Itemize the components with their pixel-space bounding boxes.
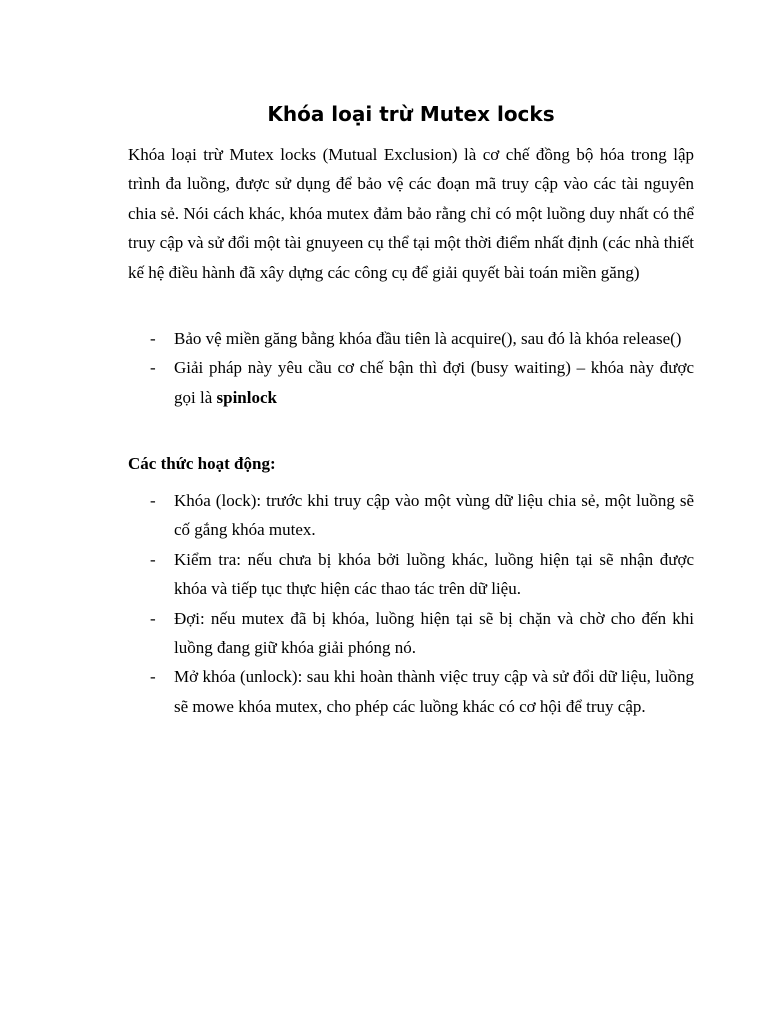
list-item-text: Giải pháp này yêu cầu cơ chế bận thì đợi (busy waiting) – khóa này được gọi là bbox=[174, 358, 694, 407]
bullet-dash: - bbox=[150, 358, 156, 378]
bullet-dash: - bbox=[150, 667, 156, 687]
intro-paragraph: Khóa loại trừ Mutex locks (Mutual Exclusion) là cơ chế đồng bộ hóa trong lập trình đa luồng, được sử dụng để bảo vệ các đoạn mã truy cập vào các tài nguyên chia sẻ. Nói cách khác, khóa mutex đảm bảo rằng chỉ có một luồng duy nhất có thể truy cập và sử đổi một tài gnuyeen cụ thể tại một thời điểm nhất định (các nhà thiết kế hệ điều hành đã xây dựng các công cụ để giải quyết bài toán miền găng) bbox=[128, 145, 694, 282]
bullet-dash: - bbox=[150, 608, 156, 628]
list-item-text: Bảo vệ miền găng bằng khóa đầu tiên là acquire(), sau đó là khóa release() bbox=[174, 329, 682, 348]
list-item bbox=[128, 662, 694, 721]
page-title: Khóa loại trừ Mutex locks bbox=[267, 102, 555, 126]
list-item bbox=[128, 486, 694, 545]
bullet-list-protection bbox=[128, 324, 694, 412]
list-item bbox=[128, 604, 694, 663]
list-item-text: Mở khóa (unlock): sau khi hoàn thành việc truy cập và sử đổi dữ liệu, luồng sẽ mowe khóa mutex, cho phép các luồng khác có cơ hội để truy cập. bbox=[174, 667, 694, 716]
list-item bbox=[128, 545, 694, 604]
bullet-dash: - bbox=[150, 549, 156, 569]
bullet-list-operation bbox=[128, 486, 694, 721]
list-item-text: Khóa (lock): trước khi truy cập vào một vùng dữ liệu chia sẻ, một luồng sẽ cố gắng khóa mutex. bbox=[174, 491, 694, 540]
bullet-dash: - bbox=[150, 491, 156, 510]
section-heading: Các thức hoạt động: bbox=[128, 454, 276, 473]
list-item-text: Đợi: nếu mutex đã bị khóa, luồng hiện tại sẽ bị chặn và chờ cho đến khi luồng đang giữ khóa giải phóng nó. bbox=[174, 608, 694, 658]
bullet-dash: - bbox=[150, 329, 156, 348]
list-item bbox=[128, 353, 694, 412]
list-item-text: Kiểm tra: nếu chưa bị khóa bởi luồng khác, luồng hiện tại sẽ nhận được khóa và tiếp tục thực hiện các thao tác trên dữ liệu. bbox=[174, 549, 694, 599]
list-item bbox=[128, 324, 694, 353]
spinlock-term: spinlock bbox=[216, 387, 277, 407]
